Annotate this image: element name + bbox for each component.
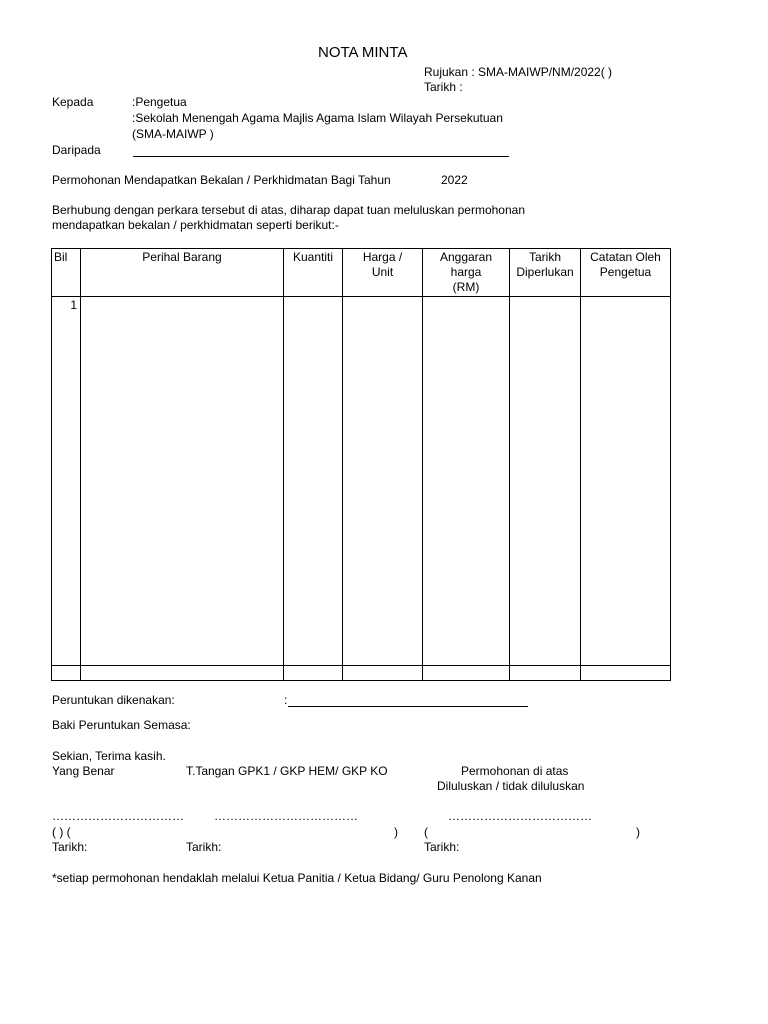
row-kuantiti-cell [284, 297, 343, 666]
peruntukan-label: Peruntukan dikenakan: [52, 693, 175, 707]
row-catatan-cell [581, 297, 671, 666]
sekian-text: Sekian, Terima kasih. [52, 749, 166, 763]
footnote: *setiap permohonan hendaklah melalui Ketua Panitia / Ketua Bidang/ Guru Penolong Kanan [52, 871, 542, 885]
col-header-perihal: Perihal Barang [81, 249, 284, 297]
kepada-line2: :Sekolah Menengah Agama Majlis Agama Islam Wilayah Persekutuan [132, 111, 503, 125]
permohonan-text: Permohonan Mendapatkan Bekalan / Perkhidmatan Bagi Tahun [52, 173, 391, 187]
col-header-catatan: Catatan Oleh Pengetua [581, 249, 671, 297]
table-header-row [52, 249, 671, 297]
name-paren-3: ( [424, 825, 428, 839]
permohonan-status-l2: Diluluskan / tidak diluluskan [437, 779, 585, 793]
tarikh-sign-3: Tarikh: [424, 840, 460, 854]
kepada-line1: :Pengetua [132, 95, 187, 109]
name-paren-1: ( ) ( [52, 825, 71, 839]
name-paren-4: ) [636, 825, 640, 839]
kepada-label: Kepada [52, 95, 94, 109]
col-header-kuantiti: Kuantiti [284, 249, 343, 297]
ttangan-text: T.Tangan GPK1 / GKP HEM/ GKP KO [186, 764, 388, 778]
peruntukan-line [288, 706, 528, 707]
tarikh-sign-1: Tarikh: [52, 840, 88, 854]
row-anggaran-cell [423, 297, 510, 666]
tarikh-sign-2: Tarikh: [186, 840, 222, 854]
col-header-harga: Harga / Unit [343, 249, 423, 297]
rujukan-text: Rujukan : SMA-MAIWP/NM/2022( ) [424, 65, 613, 79]
row-harga-cell [343, 297, 423, 666]
signature-dots-1: …………………………… [52, 809, 184, 823]
permohonan-year: 2022 [441, 173, 468, 187]
row-bil: 1 [52, 297, 81, 666]
signature-dots-3: ……………………………… [448, 809, 592, 823]
request-table [51, 248, 671, 681]
col-header-anggaran: Anggaran harga (RM) [423, 249, 510, 297]
row-tarikh-cell [510, 297, 581, 666]
table-row [52, 297, 671, 666]
col-header-tarikh: Tarikh Diperlukan [510, 249, 581, 297]
daripada-line [133, 156, 509, 157]
document-title: NOTA MINTA [318, 44, 408, 61]
signature-dots-2: ……………………………… [214, 809, 358, 823]
paragraph-line2: mendapatkan bekalan / perkhidmatan seperti berikut:- [52, 218, 339, 232]
daripada-label: Daripada [52, 143, 101, 157]
peruntukan-colon: : [284, 693, 288, 707]
kepada-line3: (SMA-MAIWP ) [132, 127, 214, 141]
table-footer-row [52, 666, 671, 681]
row-perihal-cell [81, 297, 284, 666]
permohonan-status-l1: Permohonan di atas [461, 764, 569, 778]
tarikh-header: Tarikh : [424, 80, 463, 94]
col-header-bil: Bil [52, 249, 81, 297]
paragraph-line1: Berhubung dengan perkara tersebut di atas, diharap dapat tuan meluluskan permohonan [52, 203, 525, 217]
baki-label: Baki Peruntukan Semasa: [52, 718, 191, 732]
yang-benar: Yang Benar [52, 764, 115, 778]
name-paren-2: ) [394, 825, 398, 839]
